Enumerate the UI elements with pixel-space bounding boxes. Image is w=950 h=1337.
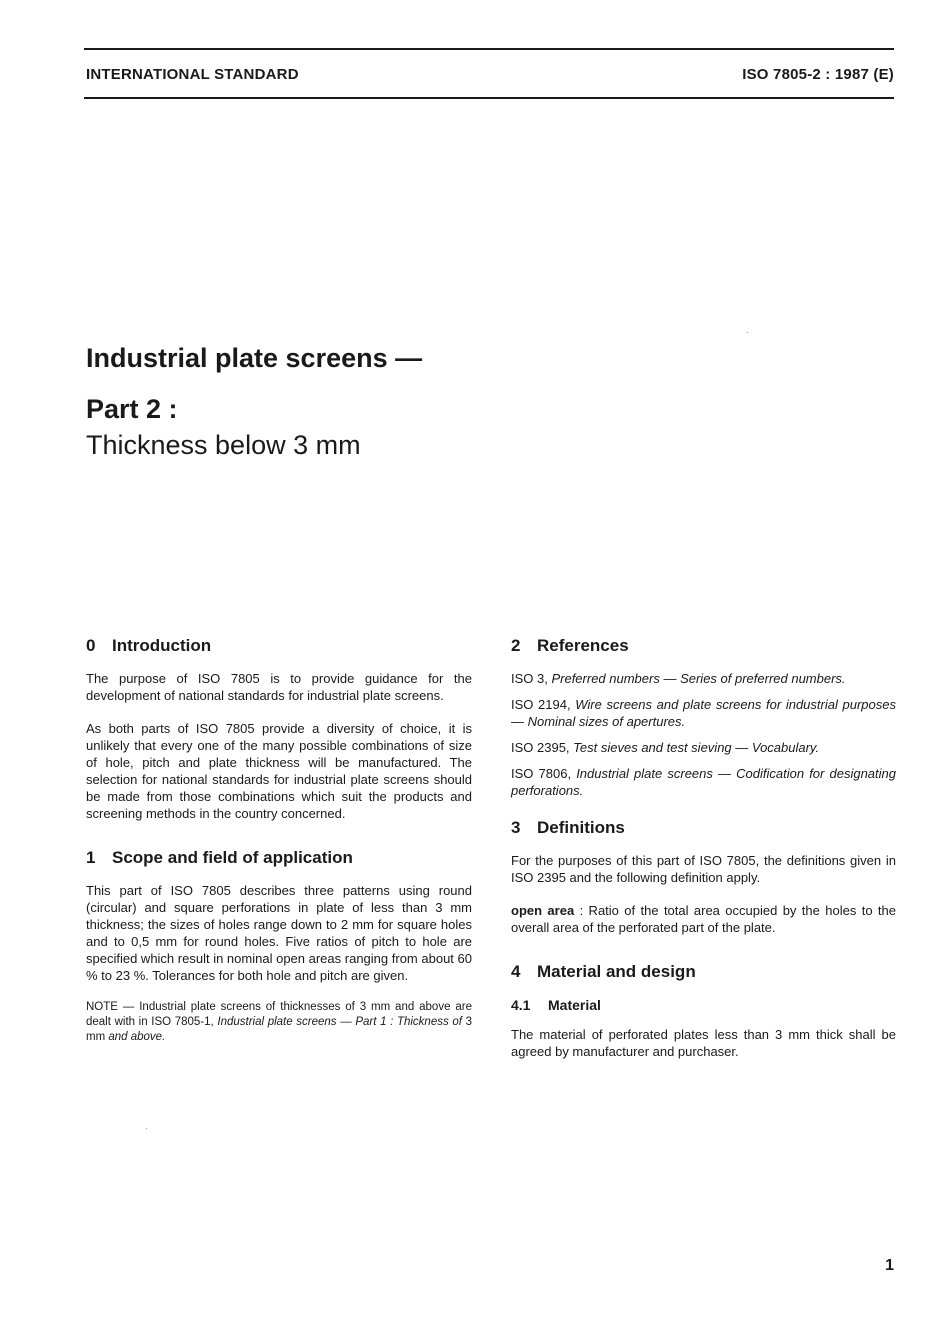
title-main: Industrial plate screens — <box>86 343 423 373</box>
scan-speck <box>146 1128 147 1129</box>
section-title: Material and design <box>537 962 696 981</box>
section-title: Definitions <box>537 818 625 837</box>
reference-code: ISO 7806, <box>511 766 577 781</box>
introduction-heading <box>86 636 472 656</box>
section-title: References <box>537 636 629 655</box>
definition-open-area <box>511 902 896 936</box>
left-column <box>86 636 472 1045</box>
section-title: Scope and field of application <box>112 848 353 867</box>
title-subtitle: Thickness below 3 mm <box>86 430 361 460</box>
definitions-heading <box>511 818 896 838</box>
reference-item <box>511 696 896 730</box>
material-paragraph: The material of perforated plates less than 3 mm thick shall be agreed by manufacturer and purchaser. <box>511 1027 896 1059</box>
material-design-heading <box>511 962 896 982</box>
definition-text: : Ratio of the total area occupied by the holes to the overall area of the perforated part of the plate. <box>511 903 896 935</box>
reference-item <box>511 739 896 756</box>
subsection-number: 4.1 <box>511 997 531 1013</box>
section-number: 0 <box>86 636 96 655</box>
page-number: 1 <box>885 1257 894 1274</box>
title-part: Part 2 : <box>86 394 178 424</box>
scope-paragraph: This part of ISO 7805 describes three patterns using round (circular) and square perforations in plate of less than 3 mm thickness; the sizes of holes range down to 2 mm for square holes and to 0,5 mm for round holes. Five ratios of pitch to hole are specified which result in nominal open areas ranging from about 60 % to 23 %. Tolerances for both hole and pitch are given. <box>86 883 472 983</box>
definitions-paragraph: For the purposes of this part of ISO 7805, the definitions given in ISO 2395 and the following definition apply. <box>511 853 896 885</box>
material-subheading <box>511 996 896 1014</box>
section-title: Introduction <box>112 636 212 655</box>
section-number: 3 <box>511 818 521 837</box>
standard-type-label: INTERNATIONAL STANDARD <box>86 66 299 83</box>
introduction-paragraph-2: As both parts of ISO 7805 provide a diversity of choice, it is unlikely that every one of the many possible combinations of size of hole, pitch and plate thickness will be manufactured. The selection for national standards for industrial plate screens should be made from those combinations which suit the products and screening methods in the country concerned. <box>86 721 472 821</box>
subsection-title: Material <box>548 997 601 1013</box>
reference-code: ISO 2395, <box>511 740 574 755</box>
header-top-rule <box>84 48 894 50</box>
reference-item <box>511 765 896 799</box>
reference-code: ISO 2194, <box>511 697 576 712</box>
standard-number-label: ISO 7805-2 : 1987 (E) <box>742 66 894 83</box>
scan-speck <box>747 332 748 333</box>
introduction-paragraph-1: The purpose of ISO 7805 is to provide guidance for the development of national standards for industrial plate screens. <box>86 671 472 703</box>
note-reference-title: Industrial plate screens — Part 1 : Thickness of <box>217 1016 462 1028</box>
right-column <box>511 636 896 1076</box>
scope-heading <box>86 848 472 868</box>
reference-item <box>511 670 896 687</box>
note-text: 3 mm <box>86 1016 473 1043</box>
reference-title: Wire screens and plate screens for industrial purposes — Nominal sizes of apertures. <box>511 697 896 729</box>
document-title <box>86 341 786 462</box>
note-reference-title: and above. <box>108 1031 166 1043</box>
note-text: NOTE — Industrial plate screens of thicknesses of 3 mm and above are dealt with in ISO 7805-1, <box>86 1001 472 1028</box>
section-number: 4 <box>511 962 521 981</box>
reference-title: Industrial plate screens — Codification for designating perforations. <box>511 766 896 798</box>
header-bottom-rule <box>84 97 894 99</box>
reference-code: ISO 3, <box>511 671 552 686</box>
section-number: 1 <box>86 848 96 867</box>
reference-title: Test sieves and test sieving — Vocabulary. <box>573 740 820 755</box>
section-number: 2 <box>511 636 521 655</box>
definition-term: open area <box>511 903 575 918</box>
reference-title: Preferred numbers — Series of preferred numbers. <box>551 671 846 686</box>
scope-note <box>86 1000 472 1045</box>
references-heading <box>511 636 896 656</box>
